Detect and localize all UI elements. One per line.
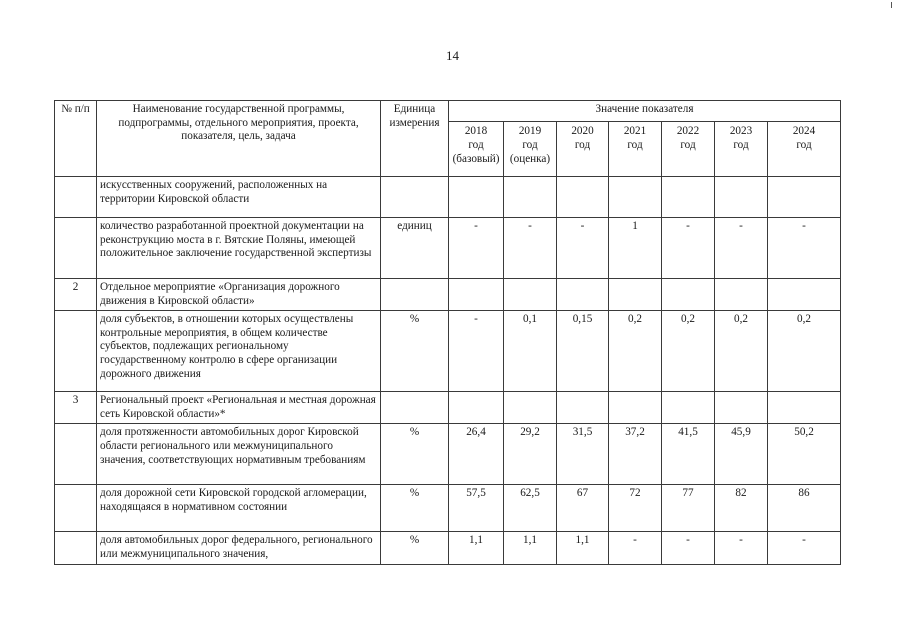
row-num: 3 <box>55 392 97 424</box>
row-value-2020: 67 <box>557 485 609 532</box>
table-row <box>55 177 841 218</box>
row-value-2024 <box>768 392 841 424</box>
row-value-2022 <box>662 279 715 311</box>
row-value-2018 <box>449 177 504 218</box>
table-row <box>55 485 841 532</box>
table-row <box>55 532 841 564</box>
table-row <box>55 279 841 311</box>
row-name: Отдельное мероприятие «Организация дорожного движения в Кировской области» <box>97 279 381 311</box>
row-name: количество разработанной проектной документации на реконструкцию моста в г. Вятские Поляны, имеющей положительное заключение государственной экспертизы <box>97 218 381 279</box>
row-value-2021: 72 <box>609 485 662 532</box>
header-values-group: Значение показателя <box>449 101 841 122</box>
header-year-2018: 2018 год (базовый) <box>449 122 504 177</box>
row-num <box>55 311 97 392</box>
row-value-2018: 26,4 <box>449 424 504 485</box>
row-name: доля автомобильных дорог федерального, регионального или межмуниципального значения, <box>97 532 381 564</box>
row-value-2021: 1 <box>609 218 662 279</box>
row-value-2022 <box>662 177 715 218</box>
row-value-2024: 0,2 <box>768 311 841 392</box>
row-value-2022: - <box>662 218 715 279</box>
row-value-2020 <box>557 177 609 218</box>
row-num <box>55 177 97 218</box>
header-num: № п/п <box>55 101 97 177</box>
table-row <box>55 218 841 279</box>
row-value-2024 <box>768 279 841 311</box>
row-value-2018: 57,5 <box>449 485 504 532</box>
row-value-2024 <box>768 177 841 218</box>
header-year-2023: 2023 год <box>715 122 768 177</box>
scan-mark <box>891 2 892 8</box>
row-unit: % <box>381 485 449 532</box>
row-value-2019: 29,2 <box>504 424 557 485</box>
row-value-2019: 1,1 <box>504 532 557 564</box>
row-value-2023: 0,2 <box>715 311 768 392</box>
row-value-2022 <box>662 392 715 424</box>
row-value-2021: - <box>609 532 662 564</box>
row-value-2018: 1,1 <box>449 532 504 564</box>
row-value-2022: 0,2 <box>662 311 715 392</box>
row-value-2023: 45,9 <box>715 424 768 485</box>
row-value-2020: 0,15 <box>557 311 609 392</box>
row-name: Региональный проект «Региональная и местная дорожная сеть Кировской области»* <box>97 392 381 424</box>
row-unit: % <box>381 532 449 564</box>
row-value-2021: 37,2 <box>609 424 662 485</box>
row-value-2023 <box>715 177 768 218</box>
table-row <box>55 424 841 485</box>
row-name: доля протяженности автомобильных дорог Кировской области регионального или межмуниципального значения, соответствующих нормативным требованиям <box>97 424 381 485</box>
row-value-2018 <box>449 392 504 424</box>
header-year-2022: 2022 год <box>662 122 715 177</box>
row-value-2021: 0,2 <box>609 311 662 392</box>
row-value-2018 <box>449 279 504 311</box>
row-value-2022: - <box>662 532 715 564</box>
row-name: доля субъектов, в отношении которых осуществлены контрольные мероприятия, в общем количестве субъектов, подлежащих региональному государственному контролю в сфере организации дорожного движения <box>97 311 381 392</box>
row-num <box>55 532 97 564</box>
row-unit <box>381 392 449 424</box>
row-value-2024: - <box>768 532 841 564</box>
row-value-2023: 82 <box>715 485 768 532</box>
row-unit <box>381 279 449 311</box>
row-value-2019 <box>504 392 557 424</box>
row-value-2023: - <box>715 532 768 564</box>
row-value-2020 <box>557 392 609 424</box>
row-value-2019: 0,1 <box>504 311 557 392</box>
row-value-2021 <box>609 392 662 424</box>
row-num: 2 <box>55 279 97 311</box>
row-unit: % <box>381 311 449 392</box>
header-year-2024: 2024 год <box>768 122 841 177</box>
header-unit: Единица измерения <box>381 101 449 177</box>
row-name: искусственных сооружений, расположенных на территории Кировской области <box>97 177 381 218</box>
row-value-2023 <box>715 392 768 424</box>
row-value-2023 <box>715 279 768 311</box>
row-name: доля дорожной сети Кировской городской агломерации, находящаяся в нормативном состоянии <box>97 485 381 532</box>
indicators-table <box>54 100 841 565</box>
table-row <box>55 392 841 424</box>
row-value-2019: 62,5 <box>504 485 557 532</box>
header-name: Наименование государственной программы, подпрограммы, отдельного мероприятия, проекта, показателя, цель, задача <box>97 101 381 177</box>
row-unit: единиц <box>381 218 449 279</box>
row-value-2019 <box>504 279 557 311</box>
row-value-2019 <box>504 177 557 218</box>
row-unit: % <box>381 424 449 485</box>
table-row <box>55 311 841 392</box>
row-value-2024: - <box>768 218 841 279</box>
row-value-2021 <box>609 177 662 218</box>
row-value-2022: 41,5 <box>662 424 715 485</box>
row-value-2018: - <box>449 218 504 279</box>
header-year-2021: 2021 год <box>609 122 662 177</box>
row-value-2018: - <box>449 311 504 392</box>
row-num <box>55 424 97 485</box>
row-value-2023: - <box>715 218 768 279</box>
row-num <box>55 485 97 532</box>
row-value-2019: - <box>504 218 557 279</box>
row-value-2021 <box>609 279 662 311</box>
row-value-2020: 1,1 <box>557 532 609 564</box>
row-value-2024: 86 <box>768 485 841 532</box>
page-number: 14 <box>446 48 459 63</box>
row-value-2020: - <box>557 218 609 279</box>
row-value-2020: 31,5 <box>557 424 609 485</box>
row-value-2024: 50,2 <box>768 424 841 485</box>
header-year-2019: 2019 год (оценка) <box>504 122 557 177</box>
row-num <box>55 218 97 279</box>
row-unit <box>381 177 449 218</box>
row-value-2022: 77 <box>662 485 715 532</box>
header-year-2020: 2020 год <box>557 122 609 177</box>
row-value-2020 <box>557 279 609 311</box>
